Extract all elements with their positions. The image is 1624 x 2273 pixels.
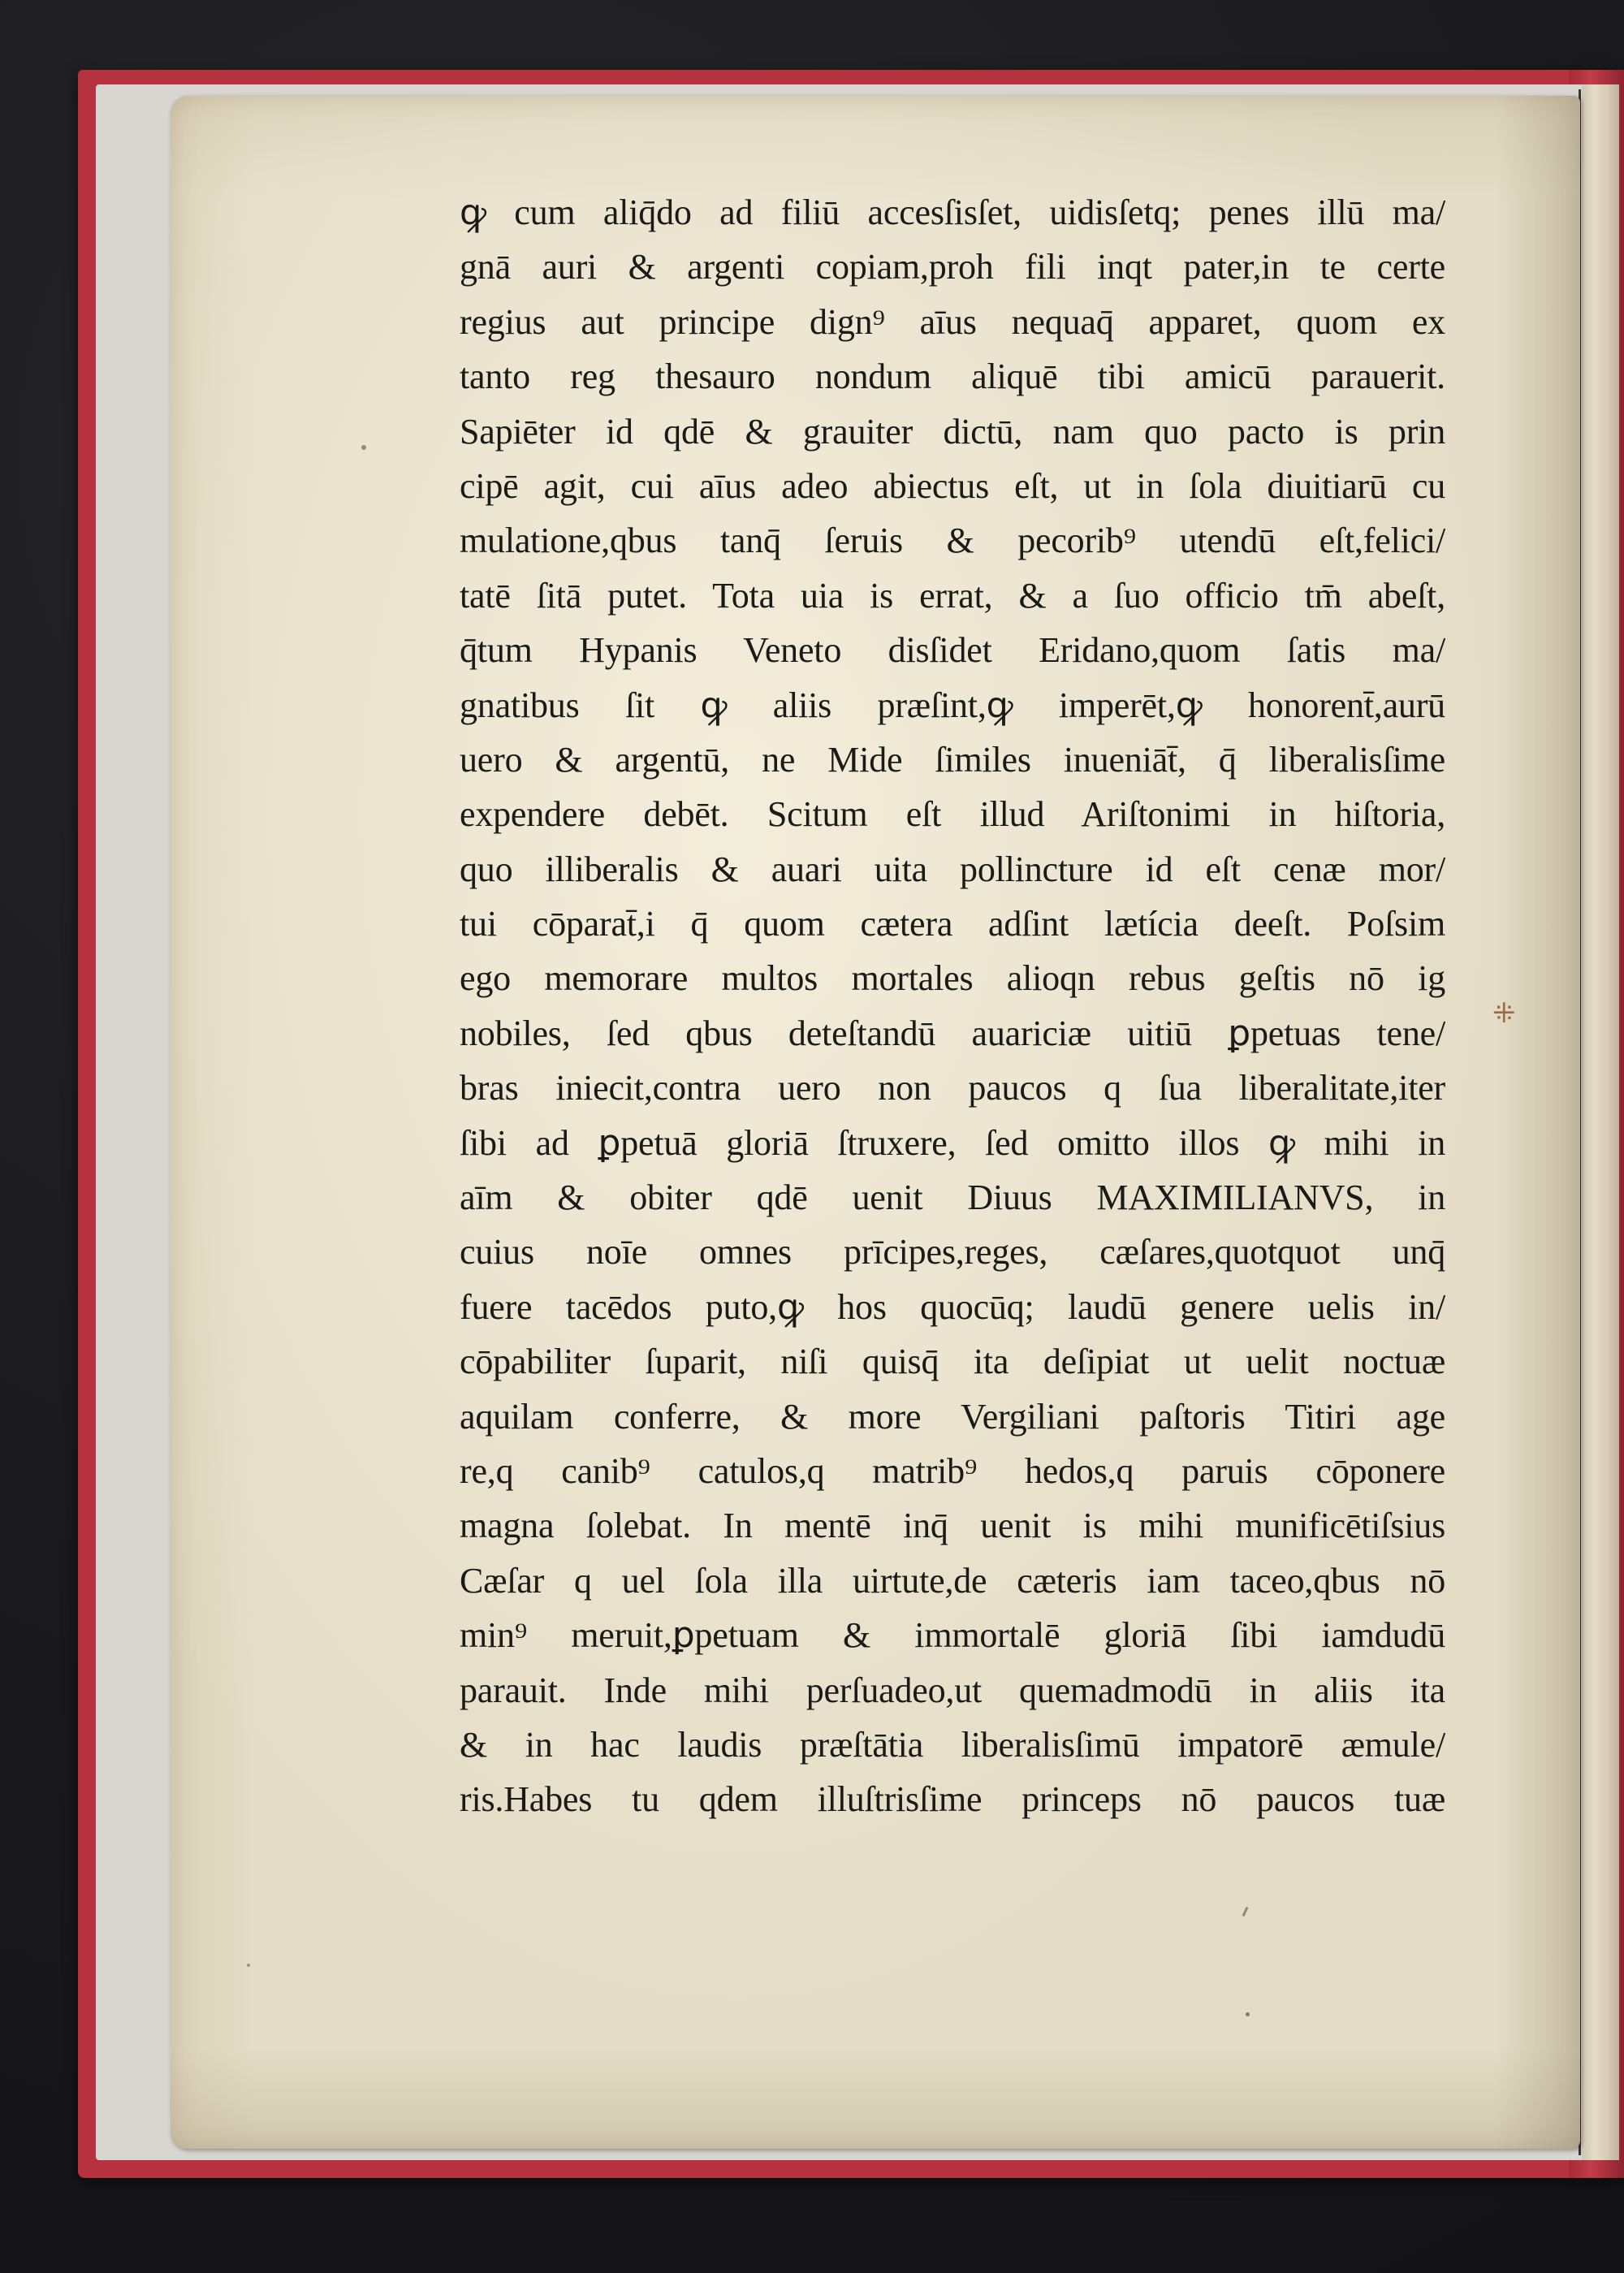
text-line: min⁹ meruit,ꝑpetuam & immortalē gloriā ſibi iamdudū bbox=[460, 1615, 1445, 1656]
text-line: cōpabiliter ſuparit, niſi quisq̄ ita deſipiat ut uelit noctuæ bbox=[460, 1342, 1445, 1382]
text-line: bras iniecit,contra uero non paucos q ſua liberalitate,iter bbox=[460, 1068, 1445, 1108]
text-line: regius aut principe dign⁹ aīus nequaq̄ apparet, quom ex bbox=[460, 301, 1445, 342]
page-text-block bbox=[460, 185, 1445, 1882]
text-line: nobiles, ſed qbus deteſtandū auariciæ uitiū ꝑpetuas tene/ bbox=[460, 1013, 1445, 1053]
text-line: re,q canib⁹ catulos,q matrib⁹ hedos,q paruis cōponere bbox=[460, 1450, 1445, 1491]
text-line: aīm & obiter qdē uenit Diuus MAXIMILIANVS, in bbox=[460, 1178, 1445, 1218]
text-line: uero & argentū, ne Mide ſimiles inueniāt̄, q̄ liberalisſime bbox=[460, 739, 1445, 780]
text-line: tanto reg thesauro nondum aliquē tibi amicū parauerit. bbox=[460, 357, 1445, 397]
text-line: Cæſar q uel ſola illa uirtute,de cæteris iam taceo,qbus nō bbox=[460, 1560, 1445, 1601]
paper-speck bbox=[247, 1964, 250, 1967]
text-line: tui cōparat̄,i q̄ quom cætera adſint lætícia deeſt. Poſsim bbox=[460, 904, 1445, 944]
text-line: ris.Habes tu qdem illuſtrisſime princeps nō paucos tuæ bbox=[460, 1779, 1445, 1820]
text-line: quo illiberalis & auari uita pollincture id eſt cenæ mor/ bbox=[460, 849, 1445, 889]
text-line: & in hac laudis præſtātia liberalisſimū impatorē æmule/ bbox=[460, 1724, 1445, 1765]
text-line: ſibi ad ꝑpetuā gloriā ſtruxere, ſed omitto illos ꝙ mihi in bbox=[460, 1122, 1445, 1163]
text-line: gnatibus ſit ꝙ aliis præſint,ꝙ imperēt,ꝙ honorent̄,aurū bbox=[460, 685, 1445, 725]
text-line: cipē agit, cui aīus adeo abiectus eſt, ut in ſola diuitiarū cu bbox=[460, 465, 1445, 506]
paper-speck bbox=[1246, 2012, 1250, 2016]
text-line: parauit. Inde mihi perſuadeo,ut quemadmodū in aliis ita bbox=[460, 1670, 1445, 1710]
margin-ornament-mark: ⁜ bbox=[1492, 997, 1516, 1030]
text-line: magna ſolebat. In mentē inq̄ uenit is mihi munificētiſsius bbox=[460, 1506, 1445, 1546]
text-line: q̄tum Hypanis Veneto disſidet Eridano,quom ſatis ma/ bbox=[460, 630, 1445, 671]
text-line: ego memorare multos mortales alioqn rebus geſtis nō ig bbox=[460, 958, 1445, 999]
facing-page-edge bbox=[1582, 84, 1619, 2160]
text-line: gnā auri & argenti copiam,proh fili inqt pater,in te certe bbox=[460, 247, 1445, 287]
text-line: ꝙ cum aliq̄do ad filiū accesſisſet, uidisſetq; penes illū ma/ bbox=[460, 192, 1445, 232]
text-line: cuius noīe omnes prīcipes,reges, cæſares,quotquot unq̄ bbox=[460, 1232, 1445, 1273]
text-line: Sapiēter id qdē & grauiter dictū, nam quo pacto is prin bbox=[460, 411, 1445, 452]
text-line: mulatione,qbus tanq̄ ſeruis & pecorib⁹ utendū eſt,felici/ bbox=[460, 521, 1445, 561]
text-line: fuere tacēdos puto,ꝙ hos quocūq; laudū genere uelis in/ bbox=[460, 1286, 1445, 1327]
paper-speck bbox=[361, 445, 366, 450]
text-line: tatē ſitā putet. Tota uia is errat, & a ſuo officio tm̄ abeſt, bbox=[460, 575, 1445, 616]
text-line: aquilam conferre, & more Vergiliani paſtoris Titiri age bbox=[460, 1396, 1445, 1437]
text-line: expendere debēt. Scitum eſt illud Ariſtonimi in hiſtoria, bbox=[460, 794, 1445, 835]
